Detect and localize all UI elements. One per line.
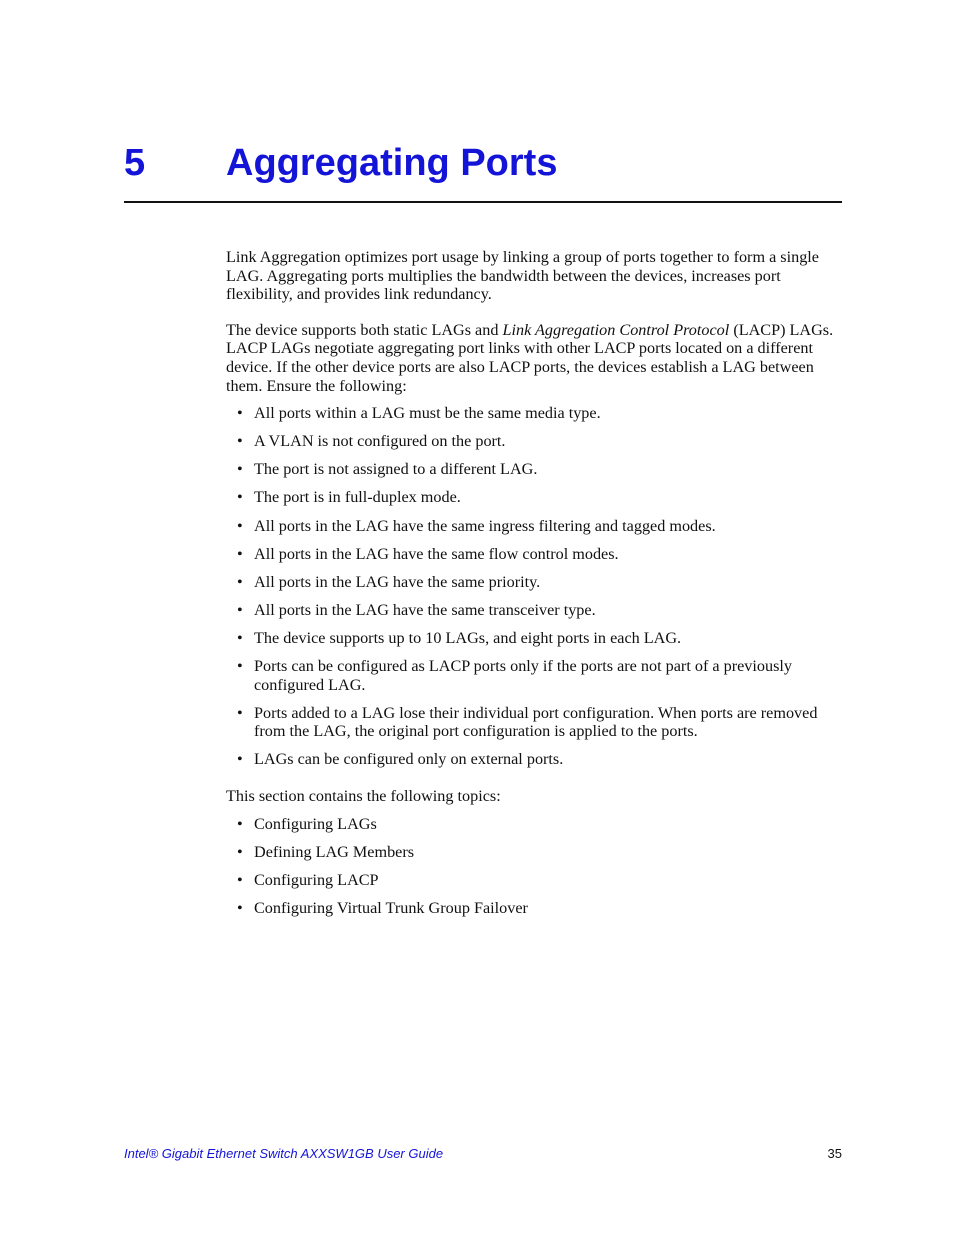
- bullet-glyph: •: [237, 516, 243, 535]
- bullet-glyph: •: [237, 703, 243, 722]
- bullet-glyph: •: [237, 628, 243, 647]
- topics-intro: This section contains the following topics:: [226, 786, 501, 805]
- bullet-glyph: •: [237, 432, 243, 451]
- list-item: [226, 432, 842, 451]
- lacp-text-after: (LACP) LAGs. LACP LAGs negotiate aggregating port links with other LACP ports located on a different device. If the other device ports are also LACP ports, the devices establish a LAG between them. Ensure the following:: [226, 320, 834, 395]
- bullet-glyph: •: [237, 814, 243, 833]
- list-item: [226, 704, 842, 741]
- list-item-text: All ports within a LAG must be the same media type.: [254, 404, 601, 423]
- list-item: [226, 657, 842, 694]
- lacp-emphasis: Link Aggregation Control Protocol: [502, 320, 730, 339]
- list-item-text: The device supports up to 10 LAGs, and eight ports in each LAG.: [254, 628, 682, 647]
- footer-document-title: Intel® Gigabit Ethernet Switch AXXSW1GB User Guide: [124, 1146, 444, 1161]
- topic-item: [226, 899, 842, 918]
- chapter-header: [124, 138, 842, 203]
- requirements-list: [226, 404, 842, 769]
- topic-link-configuring-lags[interactable]: Configuring LAGs: [254, 814, 377, 833]
- bullet-glyph: •: [237, 544, 243, 563]
- list-item: [226, 601, 842, 620]
- list-item-text: Ports added to a LAG lose their individual port configuration. When ports are removed from the LAG, the original port configuration is applied to the ports.: [254, 703, 818, 741]
- list-item-text: All ports in the LAG have the same ingress filtering and tagged modes.: [254, 516, 716, 535]
- topic-item: [226, 871, 842, 890]
- chapter-title: Aggregating Ports: [226, 142, 558, 184]
- list-item-text: The port is not assigned to a different LAG.: [254, 460, 538, 479]
- list-item-text: A VLAN is not configured on the port.: [254, 432, 506, 451]
- bullet-glyph: •: [237, 898, 243, 917]
- bullet-glyph: •: [237, 842, 243, 861]
- list-item: [226, 404, 842, 423]
- intro-paragraph: Link Aggregation optimizes port usage by linking a group of ports together to form a single LAG. Aggregating ports multiplies the bandwidth between the devices, increases port flexibility, and provides link redundancy.: [226, 248, 819, 304]
- list-item: [226, 573, 842, 592]
- list-item-text: The port is in full-duplex mode.: [254, 488, 461, 507]
- topic-link-defining-lag-members[interactable]: Defining LAG Members: [254, 842, 415, 861]
- list-item: [226, 629, 842, 648]
- topic-link-configuring-vtg-failover[interactable]: Configuring Virtual Trunk Group Failover: [254, 898, 528, 917]
- chapter-number: 5: [124, 142, 146, 184]
- list-item: [226, 517, 842, 536]
- bullet-glyph: •: [237, 600, 243, 619]
- list-item: [226, 460, 842, 479]
- bullet-glyph: •: [237, 657, 243, 675]
- chapter-body: [226, 248, 842, 927]
- bullet-glyph: •: [237, 750, 243, 769]
- lacp-text-before: The device supports both static LAGs and: [226, 320, 503, 339]
- list-item: [226, 750, 842, 769]
- list-item-text: All ports in the LAG have the same priority.: [254, 572, 541, 591]
- topic-item: [226, 843, 842, 862]
- bullet-glyph: •: [237, 488, 243, 507]
- topics-list: [226, 815, 842, 918]
- lacp-paragraph: [226, 321, 842, 395]
- bullet-glyph: •: [237, 870, 243, 889]
- list-item: [226, 545, 842, 564]
- bullet-glyph: •: [237, 404, 243, 423]
- list-item-text: LAGs can be configured only on external ports.: [254, 750, 564, 769]
- bullet-glyph: •: [237, 460, 243, 479]
- topic-item: [226, 815, 842, 834]
- footer-page-number: 35: [827, 1146, 842, 1161]
- list-item-text: All ports in the LAG have the same flow control modes.: [254, 544, 619, 563]
- list-item-text: All ports in the LAG have the same transceiver type.: [254, 600, 596, 619]
- list-item-text: Ports can be configured as LACP ports only if the ports are not part of a previously configured LAG.: [254, 657, 792, 694]
- bullet-glyph: •: [237, 572, 243, 591]
- topic-link-configuring-lacp[interactable]: Configuring LACP: [254, 870, 379, 889]
- list-item: [226, 488, 842, 507]
